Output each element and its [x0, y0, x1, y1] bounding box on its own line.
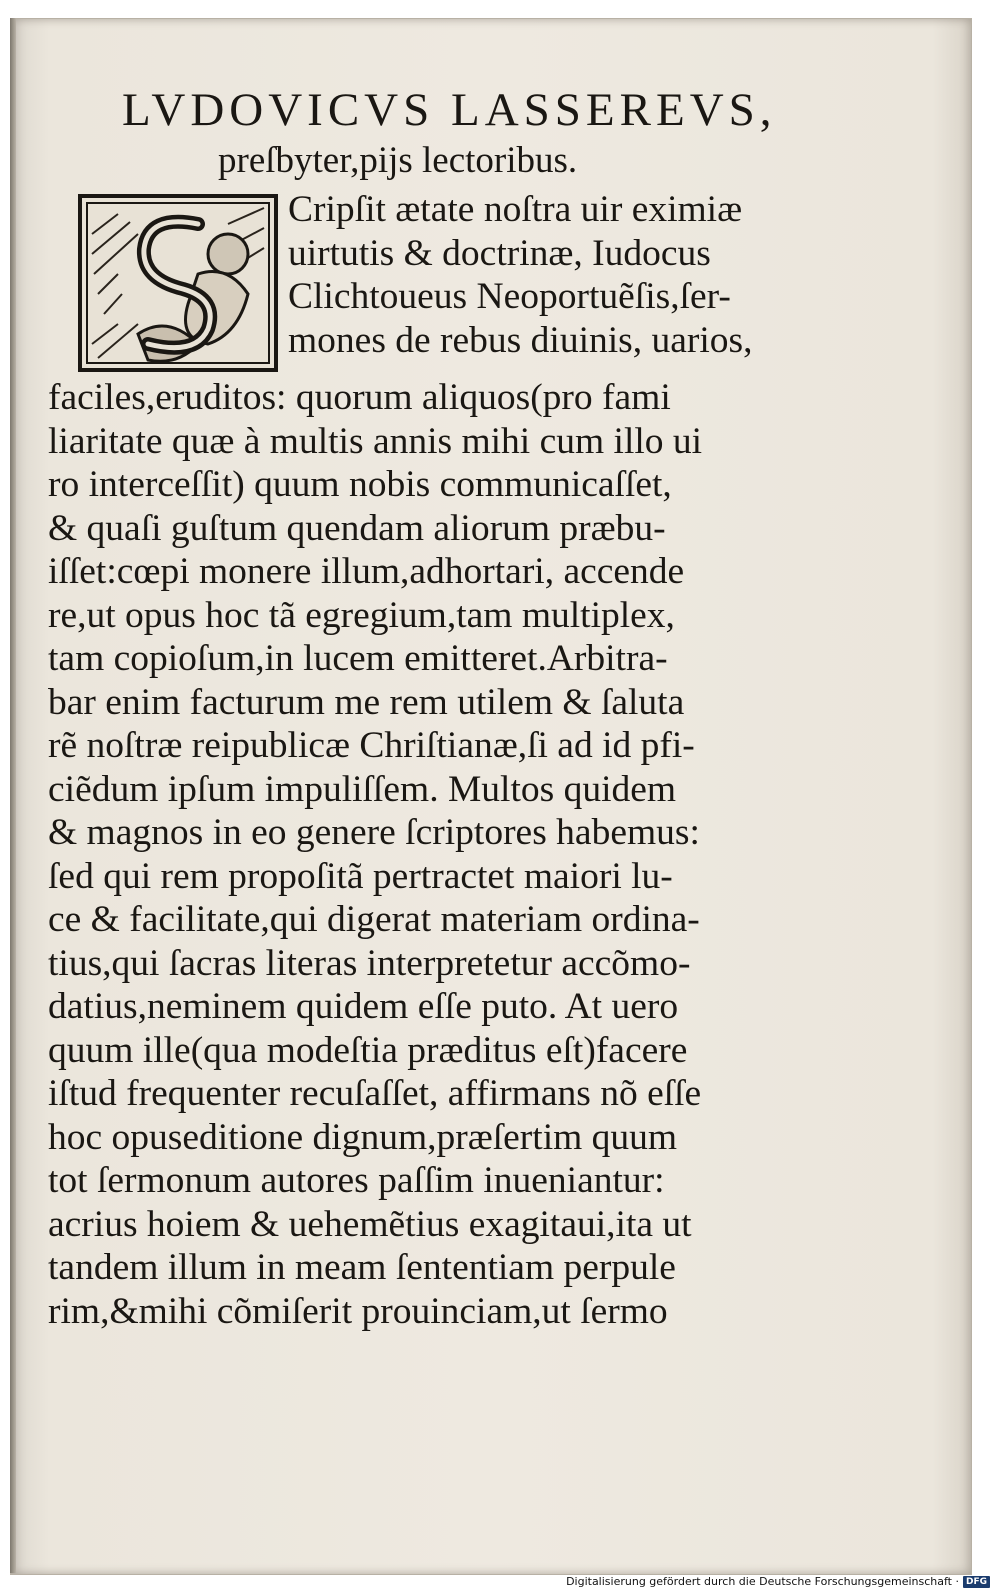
text-line: quum ille(qua modeſtia præditus eſt)facere — [48, 1029, 688, 1071]
text-line: Clichtoueus Neoportuẽſis,ſer- — [288, 276, 731, 317]
text-line: ro interceſſit) quum nobis communicaſſet, — [48, 464, 672, 505]
text-line: ciẽdum ipſum impuliſſem. Multos quidem — [48, 768, 677, 810]
text-line: faciles,eruditos: quorum aliquos(pro fami — [48, 377, 671, 418]
text-line: tius,qui ſacras literas interpretetur accõmo- — [48, 942, 691, 984]
page-text-block — [48, 82, 788, 1333]
text-line: hoc opuseditione dignum,præſertim quum — [48, 1116, 678, 1158]
text-line: & magnos in eo genere ſcriptores habemus: — [48, 812, 700, 853]
page-spine-edge — [10, 18, 16, 1573]
dfg-logo-icon: DFG — [963, 1576, 990, 1588]
text-line: uirtutis & doctrinæ, Iudocus — [288, 232, 711, 274]
text-line: rim,&mihi cõmiſerit prouinciam,ut ſermo — [48, 1290, 668, 1332]
credit-text: Digitalisierung gefördert durch die Deutsche Forschungsgemeinschaft · — [566, 1575, 959, 1588]
text-line: Cripſit ætate noſtra uir eximiæ — [288, 189, 743, 230]
decorated-initial — [78, 194, 278, 372]
page-subtitle: preſbyter,pijs lectoribus. — [218, 140, 578, 181]
text-line: tot ſermonum autores paſſim inueniantur: — [48, 1160, 665, 1201]
text-line: rẽ noſtræ reipublicæ Chriſtianæ,ſi ad id pfi- — [48, 725, 695, 766]
decorated-initial-icon — [78, 194, 278, 372]
text-line: mones de rebus diuinis, uarios, — [288, 319, 753, 361]
text-line: ſed qui rem propoſitã pertractet maiori lu- — [48, 855, 673, 897]
text-line: tandem illum in meam ſententiam perpule — [48, 1247, 676, 1288]
text-line: liaritate quæ à multis annis mihi cum illo ui — [48, 420, 703, 462]
text-line: datius,neminem quidem eſſe puto. At uero — [48, 986, 679, 1027]
text-line: tam copioſum,in lucem emitteret.Arbitra- — [48, 638, 668, 679]
text-line: iſſet:cœpi monere illum,adhortari, accende — [48, 551, 685, 592]
text-line: ce & facilitate,qui digerat materiam ordina- — [48, 899, 700, 940]
text-line: re,ut opus hoc tã egregium,tam multiplex, — [48, 594, 675, 636]
text-line: acrius hoiem & uehemẽtius exagitaui,ita ut — [48, 1203, 692, 1245]
body-text — [48, 188, 788, 1333]
text-line: bar enim facturum me rem utilem & ſaluta — [48, 681, 685, 723]
page-title: LVDOVICVS LASSEREVS, — [122, 84, 777, 136]
text-line: & quaſi guſtum quendam aliorum præbu- — [48, 507, 666, 549]
text-line: iſtud frequenter recuſaſſet, affirmans nõ eſſe — [48, 1073, 702, 1114]
digitization-credit — [566, 1575, 990, 1588]
